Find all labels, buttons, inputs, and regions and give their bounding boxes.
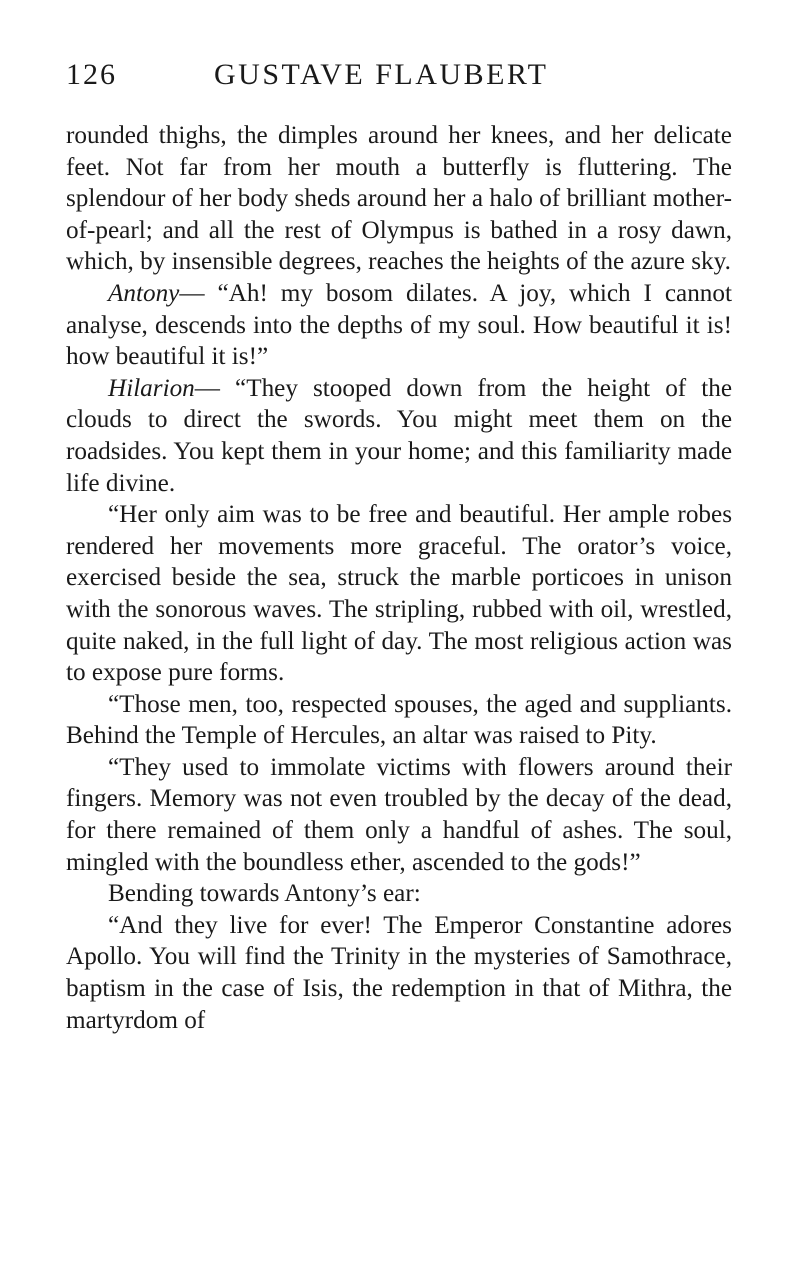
page-number: 126 bbox=[66, 58, 117, 91]
paragraph bbox=[66, 752, 732, 878]
paragraph-text: Bending towards Antony’s ear: bbox=[108, 880, 421, 908]
running-head: GUSTAVE FLAUBERT bbox=[214, 58, 549, 91]
speaker-name: Hilarion bbox=[108, 374, 195, 402]
paragraph bbox=[66, 499, 732, 689]
paragraph-text: “And they live for ever! The Emperor Constantine adores Apollo. You will find the Trinity in the mysteries of Samothrace, baptism in the case of Isis, the redemption in that of Mithra, the martyrdom of bbox=[66, 911, 732, 1034]
paragraph-text: “They used to immolate victims with flowers around their fingers. Memory was not even troubled by the decay of the dead, for there remained of them only a handful of ashes. The soul, mingled with the boundless ether, ascended to the gods!” bbox=[66, 753, 732, 876]
paragraph bbox=[66, 689, 732, 752]
paragraph bbox=[66, 878, 732, 910]
paragraph bbox=[66, 278, 732, 373]
body-text bbox=[66, 120, 732, 1036]
paragraph bbox=[66, 373, 732, 499]
paragraph bbox=[66, 120, 732, 278]
paragraph bbox=[66, 910, 732, 1036]
paragraph-text: “Her only aim was to be free and beautiful. Her ample robes rendered her movements more graceful. The orator’s voice, exercised beside the sea, struck the marble porticoes in unison with the sonorous waves. The stripling, rubbed with oil, wrestled, quite naked, in the full light of day. The most religious action was to expose pure forms. bbox=[66, 501, 732, 687]
paragraph-text: — “They stooped down from the height of the clouds to direct the swords. You might meet them on the roadsides. You kept them in your home; and this familiarity made life divine. bbox=[66, 374, 732, 497]
paragraph-text: rounded thighs, the dimples around her knees, and her delicate feet. Not far from her mouth a butterfly is fluttering. The splendour of her body sheds around her a halo of brilliant mother-of-pearl; and all the rest of Olympus is bathed in a rosy dawn, which, by insensible degrees, reaches the heights of the azure sky. bbox=[66, 122, 732, 276]
page-header bbox=[66, 58, 736, 98]
speaker-name: Antony bbox=[108, 279, 180, 307]
paragraph-text: — “Ah! my bosom dilates. A joy, which I cannot analyse, descends into the depths of my soul. How beautiful it is! how beautiful it is!” bbox=[66, 279, 732, 371]
paragraph-text: “Those men, too, respected spouses, the aged and suppliants. Behind the Temple of Hercules, an altar was raised to Pity. bbox=[66, 690, 732, 750]
